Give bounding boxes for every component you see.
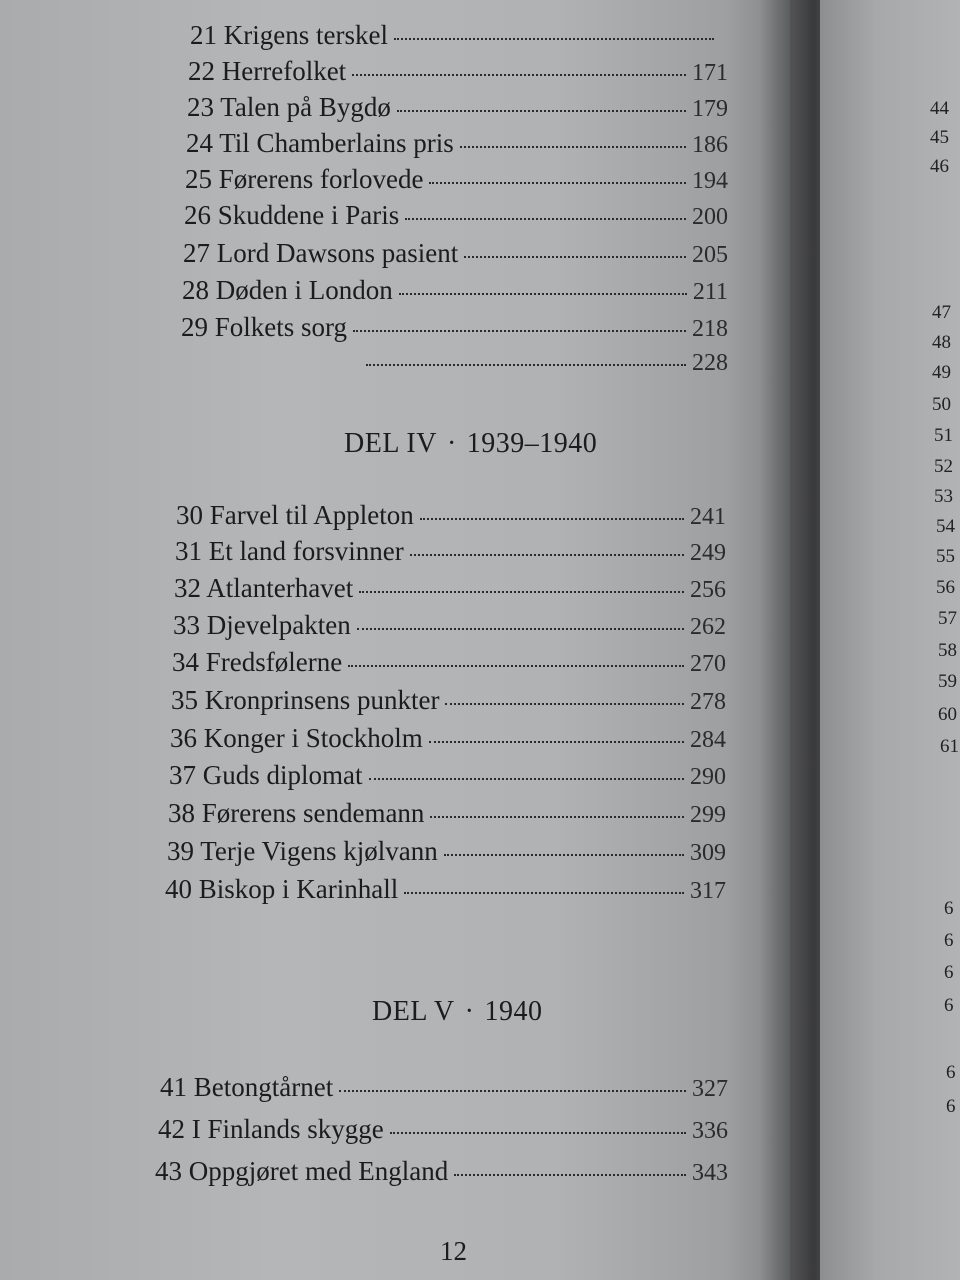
entry-title: 28 Døden i London [182,275,393,305]
toc-entry-32 [174,573,726,605]
entry-title: 43 Oppgjøret med England [155,1156,449,1186]
entry-page: 343 [692,1160,728,1186]
entry-title: 41 Betongtårnet [160,1072,334,1102]
toc-entry-41 [160,1072,728,1104]
entry-title: 33 Djevelpakten [173,610,351,640]
toc-entry-34 [172,647,726,679]
toc-entry-43 [155,1156,728,1188]
dot-leader [444,854,684,856]
right-page-number: 58 [938,640,957,661]
right-page-number: 57 [938,608,957,629]
entry-title: 39 Terje Vigens kjølvann [167,836,438,866]
part-5-heading [372,996,542,1028]
right-page-number: 6 [944,898,954,919]
dot-leader [405,218,686,220]
dot-leader [352,74,686,76]
dot-leader [460,146,686,148]
dot-leader [366,364,686,366]
toc-entry-31 [175,536,726,568]
dot-leader [404,892,684,894]
right-page-number: 52 [934,456,953,477]
right-page-number: 47 [932,302,951,323]
entry-title: 31 Et land forsvinner [175,536,404,566]
dot-leader [429,741,684,743]
entry-title: 29 Folkets sorg [181,312,348,342]
right-page-number: 6 [944,995,954,1016]
entry-title: 24 Til Chamberlains pris [186,128,454,158]
right-page-number: 6 [946,1062,956,1083]
dot-leader [410,554,684,556]
toc-entry-29 [181,312,728,344]
right-page-number: 46 [930,156,949,177]
entry-title: 26 Skuddene i Paris [184,200,400,230]
heading-separator: · [464,996,475,1027]
entry-title: 37 Guds diplomat [169,760,363,790]
toc-entry-23 [187,92,728,124]
dot-leader [397,110,686,112]
entry-page: 200 [692,204,728,230]
entry-page: 179 [692,96,728,122]
entry-title: 27 Lord Dawsons pasient [183,238,459,268]
toc-entry-39 [167,836,726,868]
right-page-number: 48 [932,332,951,353]
right-page-number: 6 [944,962,954,983]
entry-page: 284 [690,727,726,753]
dot-leader [464,256,686,258]
entry-title: 21 Krigens terskel [190,20,388,50]
page-number: 12 [440,1236,467,1266]
right-page-number: 54 [936,516,955,537]
entry-title: 36 Konger i Stockholm [170,723,423,753]
dot-leader [353,330,686,332]
right-page-number: 49 [932,362,951,383]
part-label: DEL V [372,996,455,1027]
entry-title: 42 I Finlands skygge [158,1114,384,1144]
dot-leader [359,591,684,593]
entry-page: 186 [692,132,728,158]
toc-entry-38 [168,798,726,830]
entry-page: 205 [692,242,728,268]
entry-page: 171 [692,60,728,86]
dot-leader [399,293,687,295]
toc-entry-36 [170,723,726,755]
toc-entry-40 [165,874,726,906]
toc-entry-37 [169,760,726,792]
dot-leader [430,816,684,818]
toc-entry-trailing-page [360,348,728,378]
toc-entry-42 [158,1114,728,1146]
entry-page: 262 [690,614,726,640]
entry-page: 327 [692,1076,728,1102]
right-page-number: 59 [938,671,957,692]
right-page [820,0,960,1280]
toc-entry-25 [185,164,728,196]
entry-title: 38 Førerens sendemann [168,798,425,828]
entry-page: 249 [690,540,726,566]
right-page-number: 45 [930,127,949,148]
entry-title: 40 Biskop i Karinhall [165,874,399,904]
right-page-number: 50 [932,394,951,415]
dot-leader [339,1090,686,1092]
toc-entry-35 [171,685,726,717]
right-page-number: 53 [934,486,953,507]
toc-entry-28 [182,275,728,307]
heading-separator: · [446,428,457,459]
dot-leader [394,38,714,40]
dot-leader [357,628,684,630]
entry-page: 299 [690,802,726,828]
toc-entry-26 [184,200,728,232]
entry-title: 22 Herrefolket [188,56,347,86]
entry-title: 34 Fredsfølerne [172,647,343,677]
toc-entry-27 [183,238,728,270]
dot-leader [369,778,685,780]
right-page-number: 60 [938,704,957,725]
entry-page: 317 [690,878,726,904]
dot-leader [420,518,684,520]
entry-page: 270 [690,651,726,677]
entry-page: 309 [690,840,726,866]
entry-title: 30 Farvel til Appleton [176,500,414,530]
dot-leader [348,665,684,667]
entry-page: 194 [692,168,728,194]
entry-page: 336 [692,1118,728,1144]
entry-page: 241 [690,504,726,530]
dot-leader [390,1132,686,1134]
toc-entry-33 [173,610,726,642]
toc-entry-30 [176,500,726,532]
entry-title: 25 Førerens forlovede [185,164,424,194]
right-page-number: 51 [934,425,953,446]
right-page-number: 55 [936,546,955,567]
part-4-heading [344,428,597,460]
part-years: 1940 [484,996,543,1027]
entry-page: 218 [692,316,728,342]
entry-title: 35 Kronprinsens punkter [171,685,440,715]
toc-entry-21 [190,20,720,50]
entry-title: 32 Atlanterhavet [174,573,354,603]
entry-page: 278 [690,689,726,715]
entry-page: 256 [690,577,726,603]
right-page-number: 44 [930,98,949,119]
toc-entry-22 [188,56,728,88]
entry-page: 290 [690,764,726,790]
right-page-number: 61 [940,736,959,757]
toc-entry-24 [186,128,728,160]
dot-leader [429,182,686,184]
right-page-number: 6 [944,930,954,951]
right-page-number: 56 [936,577,955,598]
entry-title: 23 Talen på Bygdø [187,92,391,122]
dot-leader [454,1174,686,1176]
part-years: 1939–1940 [466,428,598,459]
entry-page: 211 [692,279,728,305]
right-page-number: 6 [946,1096,956,1117]
entry-page: 228 [692,350,728,376]
part-label: DEL IV [344,428,437,459]
dot-leader [445,703,684,705]
